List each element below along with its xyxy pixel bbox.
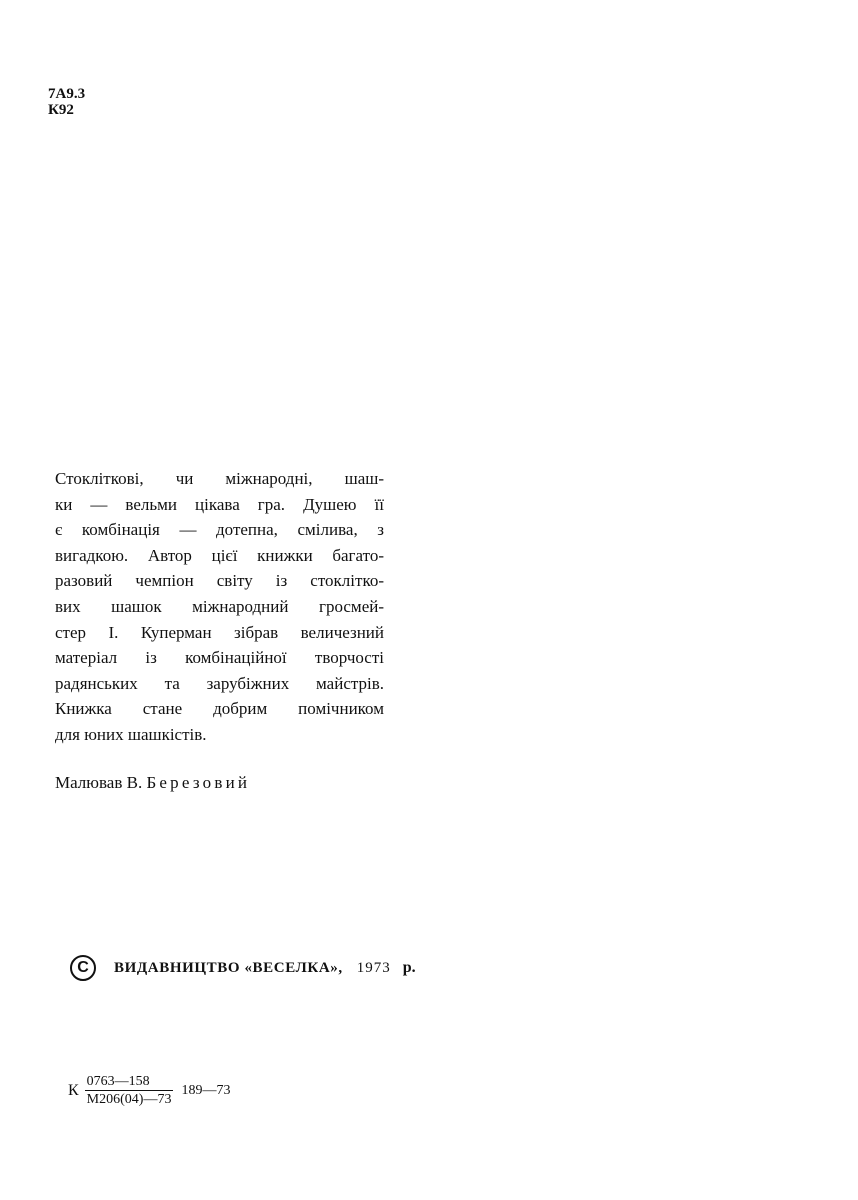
annotation-line: для юних шашкістів.	[55, 724, 207, 744]
index-fraction	[85, 1074, 174, 1107]
classification-index: 7А9.3	[48, 86, 86, 102]
year-abbreviation: р.	[402, 959, 416, 976]
annotation-line: стер І. Куперман зібрав величезний	[55, 622, 384, 642]
book-annotation	[55, 466, 384, 748]
annotation-line: ки — вельми цікава гра. Душею її	[55, 494, 384, 514]
publisher-name: ВИДАВНИЦТВО «ВЕСЕЛКА»,	[114, 959, 343, 976]
author-sign: К92	[48, 102, 74, 118]
annotation-line: Книжка стане добрим помічником	[55, 699, 384, 719]
illustrator-surname: Березовий	[146, 773, 251, 792]
classification-code	[48, 86, 85, 118]
index-denominator: М206(04)—73	[86, 1092, 172, 1107]
illustrator-credit	[55, 772, 250, 794]
catalog-index-code	[68, 1074, 230, 1107]
index-suffix: 189—73	[181, 1082, 231, 1098]
annotation-line: Стокліткові, чи міжнародні, шаш-	[55, 469, 384, 488]
copyright-icon: C	[70, 955, 96, 981]
copyright-line	[70, 955, 416, 981]
publication-year: 1973	[356, 959, 391, 976]
annotation-line: вих шашок міжнародний гросмей-	[55, 596, 384, 616]
annotation-line: вигадкою. Автор цієї книжки багато-	[55, 545, 384, 565]
illustrator-role: Малював	[55, 773, 123, 792]
annotation-line: разовий чемпіон світу із стоклітко-	[55, 571, 384, 591]
illustrator-initial: В.	[126, 773, 143, 792]
annotation-line: радянських та зарубіжних майстрів.	[55, 673, 384, 693]
index-numerator: 0763—158	[86, 1074, 150, 1089]
index-letter: К	[68, 1081, 79, 1099]
annotation-line: матеріал із комбінаційної творчості	[55, 648, 384, 668]
annotation-line: є комбінація — дотепна, смілива, з	[55, 520, 384, 540]
